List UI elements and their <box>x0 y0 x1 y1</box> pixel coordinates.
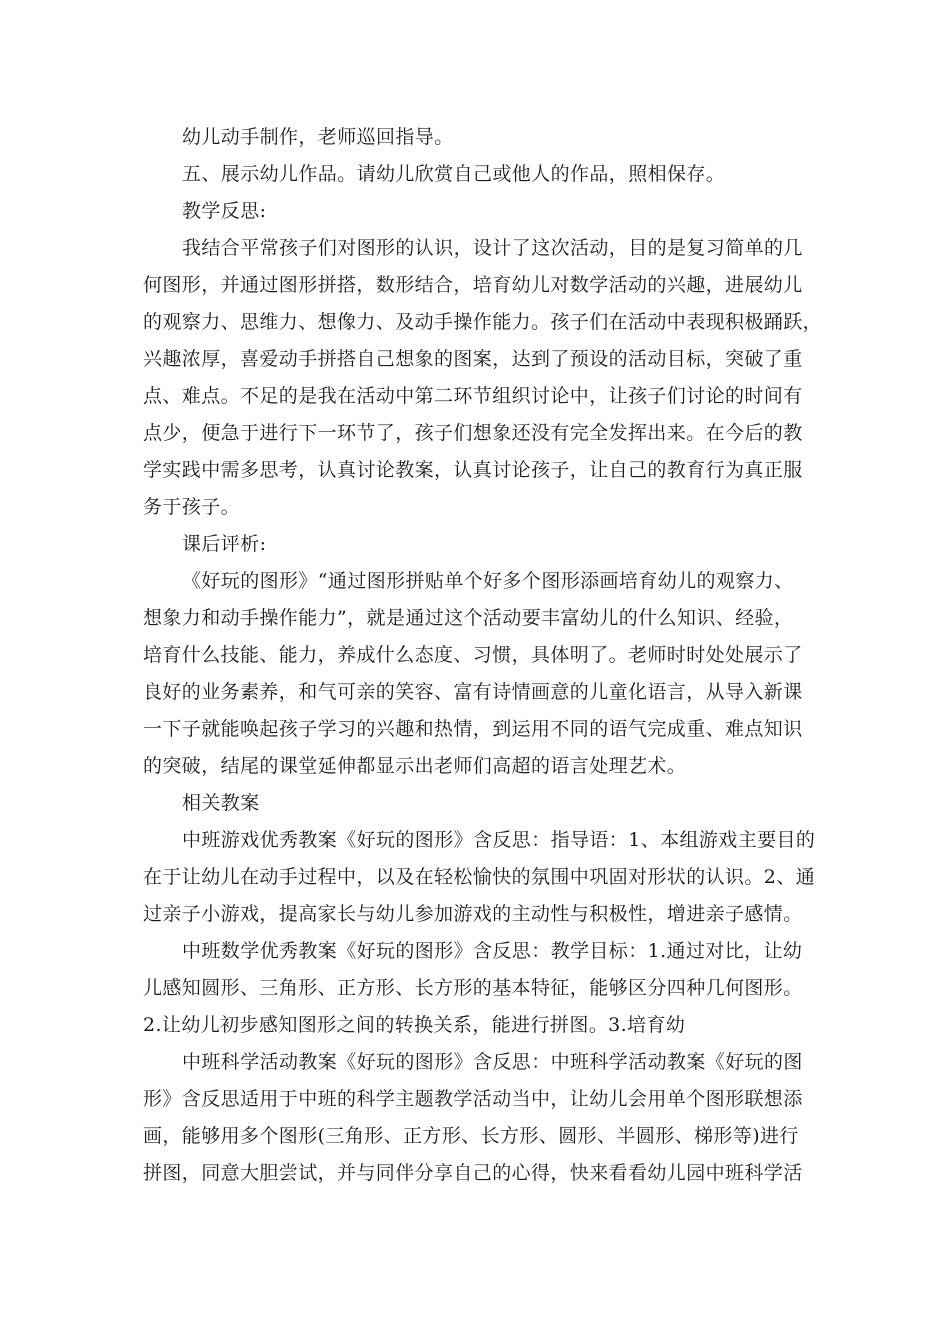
paragraph-line: 中班游戏优秀教案《好玩的图形》含反思：指导语：1、本组游戏主要目的 <box>182 829 816 851</box>
section-heading: 教学反思: <box>182 200 267 222</box>
section-heading: 课后评析: <box>182 533 267 555</box>
paragraph-line: 良好的业务素养，和气可亲的笑容、富有诗情画意的儿童化语言，从导入新课 <box>143 681 803 703</box>
paragraph-line: 务于孩子。 <box>143 496 241 518</box>
paragraph-line: 在于让幼儿在动手过程中，以及在轻松愉快的氛围中巩固对形状的认识。2、通 <box>143 866 816 888</box>
paragraph-line: 一下子就能唤起孩子学习的兴趣和热情，到运用不同的语气完成重、难点知识 <box>143 718 803 740</box>
paragraph-line: 2.让幼儿初步感知图形之间的转换关系，能进行拼图。3.培育幼 <box>143 1014 686 1036</box>
paragraph-line: 过亲子小游戏，提高家长与幼儿参加游戏的主动性与积极性，增进亲子感情。 <box>143 903 803 925</box>
paragraph-line: 我结合平常孩子们对图形的认识，设计了这次活动，目的是复习简单的几 <box>182 237 803 259</box>
paragraph-line: 想象力和动手操作能力”，就是通过这个活动要丰富幼儿的什么知识、经验， <box>143 607 794 629</box>
paragraph-line: 的突破，结尾的课堂延伸都显示出老师们高超的语言处理艺术。 <box>143 755 687 777</box>
paragraph-line: 点、难点。不足的是我在活动中第二环节组织讨论中，让孩子们讨论的时间有 <box>143 385 803 407</box>
paragraph-line: 幼儿动手制作，老师巡回指导。 <box>182 126 454 148</box>
paragraph-line: 儿感知圆形、三角形、正方形、长方形的基本特征，能够区分四种几何图形。 <box>143 977 803 999</box>
paragraph-line: 拼图，同意大胆尝试，并与同伴分享自己的心得，快来看看幼儿园中班科学活 <box>143 1162 803 1184</box>
section-heading: 相关教案 <box>182 792 260 814</box>
paragraph-line: 《好玩的图形》“通过图形拼贴单个好多个图形添画培育幼儿的观察力、 <box>182 570 794 592</box>
paragraph-line: 中班科学活动教案《好玩的图形》含反思：中班科学活动教案《好玩的图 <box>182 1051 803 1073</box>
paragraph-line: 兴趣浓厚，喜爱动手拼搭自己想象的图案，达到了预设的活动目标，突破了重 <box>143 348 803 370</box>
paragraph-line: 画，能够用多个图形(三角形、正方形、长方形、圆形、半圆形、梯形等)进行 <box>143 1125 799 1147</box>
paragraph-line: 何图形，并通过图形拼搭，数形结合，培育幼儿对数学活动的兴趣，进展幼儿 <box>143 274 803 296</box>
paragraph-line: 五、展示幼儿作品。请幼儿欣赏自己或他人的作品，照相保存。 <box>182 163 726 185</box>
paragraph-line: 形》含反思适用于中班的科学主题教学活动当中，让幼儿会用单个图形联想添 <box>143 1088 803 1110</box>
body-text <box>143 119 823 1192</box>
paragraph-line: 中班数学优秀教案《好玩的图形》含反思：教学目标：1.通过对比，让幼 <box>182 940 803 962</box>
paragraph-line: 学实践中需多思考，认真讨论教案，认真讨论孩子，让自己的教育行为真正服 <box>143 459 803 481</box>
paragraph-line: 培育什么技能、能力，养成什么态度、习惯，具体明了。老师时时处处展示了 <box>143 644 803 666</box>
paragraph-line: 的观察力、思维力、想像力、及动手操作能力。孩子们在活动中表现积极踊跃， <box>143 311 823 333</box>
paragraph-line: 点少，便急于进行下一环节了，孩子们想象还没有完全发挥出来。在今后的教 <box>143 422 803 444</box>
